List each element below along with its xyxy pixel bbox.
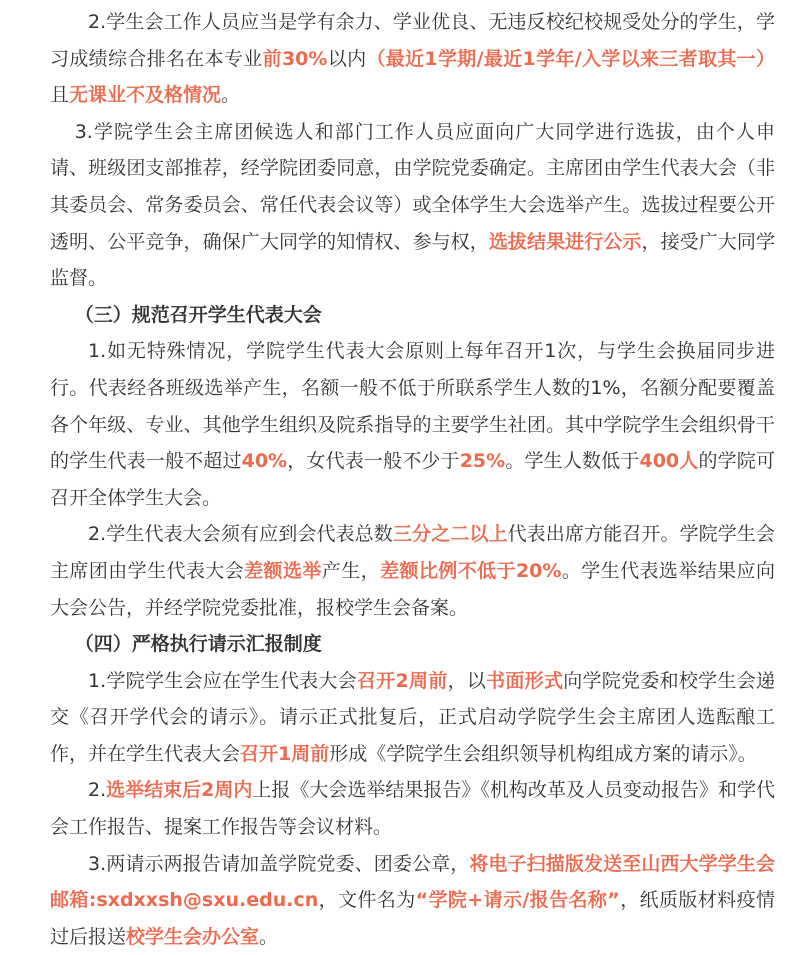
email-address-text: 将电子扫描版发送至山西大学学生会邮箱:sxdxxsh@sxu.edu.cn: [50, 852, 775, 912]
paragraph-congress-quorum: 2.学生代表大会须有应到会代表总数三分之二以上代表出席方能召开。学院学生会主席团由学生代表大会差额选举产生，差额比例不低于20%。学生代表选举结果应向大会公告，并经学院党委批准，报校学生会备案。: [50, 523, 775, 619]
section-heading-student-congress: （三）规范召开学生代表大会: [74, 303, 322, 326]
paragraph-selection-process: 3.学院学生会主席团候选人和部门工作人员应面向广大同学进行选拔，由个人申请、班级团支部推荐，经学院团委同意，由学院党委确定。主席团由学生代表大会（非其委员会、常务委员会、常任代表会议等）或全体学生大会选举产生。选拔过程要公开透明、公平竞争，确保广大同学的知情权、参与权，选拔结果进行公示，接受广大同学监督。: [50, 120, 775, 290]
paragraph-submission-instructions: 3.两请示两报告请加盖学院党委、团委公章，将电子扫描版发送至山西大学学生会邮箱:sxdxxsh@sxu.edu.cn，文件名为“学院+请示/报告名称”，纸质版材料疫情过后报送校学生会办公室。: [50, 852, 775, 948]
paragraph-congress-annual: 1.如无特殊情况，学院学生代表大会原则上每年召开1次，与学生会换届同步进行。代表经各班级选举产生，名额一般不低于所联系学生人数的1%，名额分配要覆盖各个年级、专业、其他学生组织及院系指导的主要学生社团。其中学院学生会组织骨干的学生代表一般不超过40%，女代表一般不少于25%。学生人数低于400人的学院可召开全体学生大会。: [50, 340, 775, 509]
paragraph-member-requirements: 2.学生会工作人员应当是学有余力、学业优良、无违反校纪校规受处分的学生，学习成绩综合排名在本专业前30%以内（最近1学期/最近1学年/入学以来三者取其一）且无课业不及格情况。: [50, 11, 775, 107]
paragraph-request-submission: 1.学院学生会应在学生代表大会召开2周前，以书面形式向学院党委和校学生会递交《召开学代会的请示》。请示正式批复后，正式启动学院学生会主席团人选酝酿工作，并在学生代表大会召开1周前形成《学院学生会组织领导机构组成方案的请示》。: [50, 669, 775, 765]
paragraph-post-election-report: 2.选举结束后2周内上报《大会选举结果报告》《机构改革及人员变动报告》和学代会工作报告、提案工作报告等会议材料。: [50, 779, 775, 839]
section-heading-reporting: （四）严格执行请示汇报制度: [74, 633, 322, 656]
